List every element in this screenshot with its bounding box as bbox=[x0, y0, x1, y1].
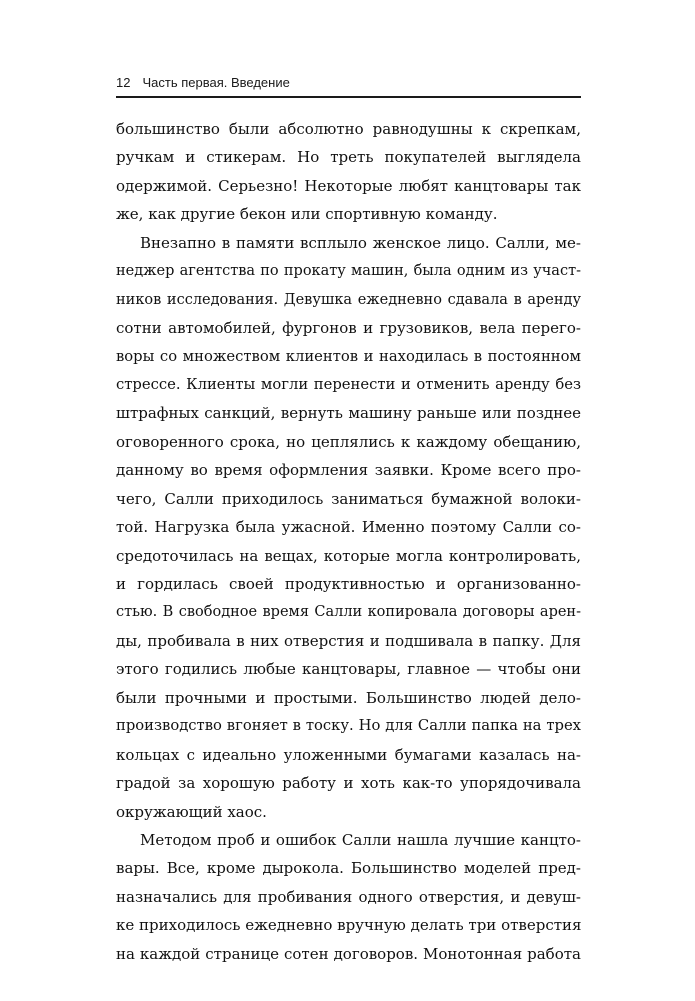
text-line: окружающий хаос. bbox=[116, 802, 267, 821]
text-line: сотни автомобилей, фургонов и грузовиков, вела перего- bbox=[116, 319, 581, 338]
text-line: неджер агентства по прокату машин, была одним из участ- bbox=[116, 263, 581, 280]
text-line: этого годились любые канцтовары, главное — чтобы они bbox=[116, 660, 581, 679]
text-line: были прочными и простыми. Большинство людей дело- bbox=[116, 688, 581, 707]
text-line: Внезапно в памяти всплыло женское лицо. Салли, ме- bbox=[140, 233, 581, 252]
text-line: воры со множеством клиентов и находилась в постоянном bbox=[116, 347, 581, 365]
text-line: ников исследования. Девушка ежедневно сдавала в аренду bbox=[116, 291, 581, 308]
text-line: на каждой странице сотен договоров. Монотонная работа bbox=[116, 944, 581, 963]
text-line: и гордилась своей продуктивностью и организованно- bbox=[116, 575, 581, 593]
section-title: Часть первая. Введение bbox=[142, 75, 290, 90]
text-line: назначались для пробивания одного отверстия, и девуш- bbox=[116, 887, 581, 906]
text-line: штрафных санкций, вернуть машину раньше или позднее bbox=[116, 404, 581, 423]
body-text bbox=[116, 115, 581, 968]
text-line: ручкам и стикерам. Но треть покупателей выглядела bbox=[116, 148, 581, 167]
text-line: же, как другие бекон или спортивную команду. bbox=[116, 205, 498, 224]
text-line: оговоренного срока, но цеплялись к каждому обещанию, bbox=[116, 432, 581, 451]
text-line: кольцах с идеально уложенными бумагами казалась на- bbox=[116, 745, 581, 764]
text-line: Методом проб и ошибок Салли нашла лучшие канцто- bbox=[140, 830, 581, 849]
text-line: градой за хорошую работу и хоть как-то упорядочивала bbox=[116, 774, 581, 793]
text-line: большинство были абсолютно равнодушны к скрепкам, bbox=[116, 120, 581, 138]
running-head bbox=[116, 74, 581, 96]
text-line: вары. Все, кроме дырокола. Большинство моделей пред- bbox=[116, 859, 581, 878]
text-line: средоточилась на вещах, которые могла контролировать, bbox=[116, 546, 581, 565]
header-rule bbox=[116, 96, 581, 98]
text-line: стрессе. Клиенты могли перенести и отменить аренду без bbox=[116, 375, 581, 393]
text-line: одержимой. Серьезно! Некоторые любят канцтовары так bbox=[116, 176, 581, 195]
text-line: чего, Салли приходилось заниматься бумажной волоки- bbox=[116, 489, 581, 508]
text-line: той. Нагрузка была ужасной. Именно поэтому Салли со- bbox=[116, 518, 581, 537]
text-line: ды, пробивала в них отверстия и подшивала в папку. Для bbox=[116, 631, 581, 650]
text-line: производство вгоняет в тоску. Но для Салли папка на трех bbox=[116, 717, 581, 735]
page-number: 12 bbox=[116, 75, 131, 90]
text-line: ке приходилось ежедневно вручную делать три отверстия bbox=[116, 916, 581, 935]
text-line: данному во время оформления заявки. Кроме всего про- bbox=[116, 461, 581, 480]
text-line: стью. В свободное время Салли копировала договоры арен- bbox=[116, 604, 581, 621]
